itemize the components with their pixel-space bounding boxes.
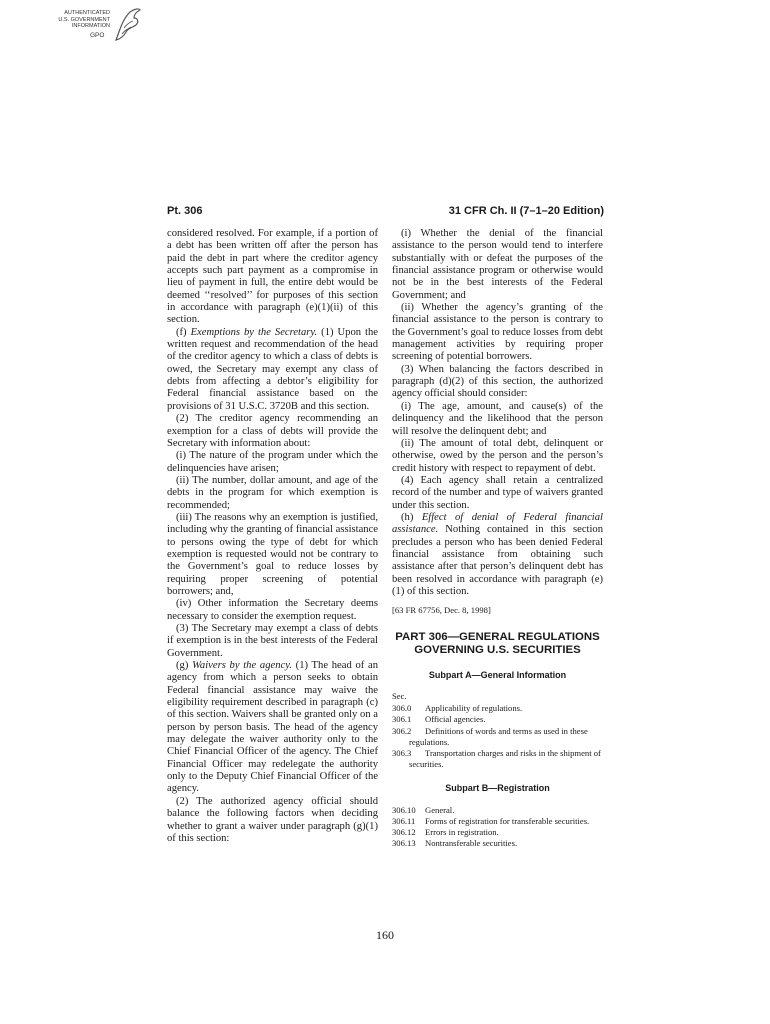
toc-item: [392, 816, 603, 827]
subpart-a-toc: [392, 691, 603, 770]
section-title: Forms of registration for transferable securities.: [425, 815, 590, 826]
part-title: [392, 631, 603, 657]
section-number: 306.12: [392, 827, 416, 838]
seal-gpo: GPO: [90, 32, 105, 39]
running-head: [167, 205, 604, 219]
paragraph-heading: Waivers by the agency.: [192, 660, 292, 672]
section-title: Transportation charges and risks in the shipment of securities.: [409, 748, 601, 770]
paragraph: (3) The Secretary may exempt a class of debts if exemption is in the best interests of the Federal Government.: [167, 623, 378, 659]
paragraph: (iv) Other information the Secretary deems necessary to consider the exemption request.: [167, 598, 378, 622]
part-title-line: PART 306—GENERAL REGULATIONS: [395, 630, 600, 643]
section-title: Nontransferable securities.: [425, 838, 518, 849]
section-title: Errors in registration.: [425, 827, 499, 838]
section-number: 306.10: [392, 804, 416, 815]
section-number: 306.2: [392, 725, 412, 736]
paragraph: (i) The age, amount, and cause(s) of the delinquency and the likelihood that the person will resolve the delinquent debt; and: [392, 400, 603, 437]
paragraph: (4) Each agency shall retain a centralized record of the number and type of waivers granted under this section.: [392, 474, 603, 511]
seal-line: INFORMATION: [71, 23, 110, 29]
left-column: [167, 228, 378, 845]
seal-text: [30, 10, 110, 30]
paragraph: (iii) The reasons why an exemption is justified, including why the granting of financial assistance to persons owing the type of debt for which exemption is requested would not be contrary to the Government’s goal to reduce losses by requiring proper screening of potential borrowers; and,: [167, 511, 378, 597]
section-title: Applicability of regulations.: [425, 703, 523, 714]
subpart-b-heading: Subpart B—Registration: [445, 783, 550, 794]
section-number: 306.0: [392, 703, 412, 714]
paragraph-lead: (h): [401, 511, 422, 523]
paragraph: (2) The creditor agency recommending an exemption for a class of debts will provide the Secretary with information about:: [167, 413, 378, 449]
paragraph-lead: (f): [176, 326, 191, 338]
paragraph: (ii) Whether the agency’s granting of the financial assistance to the person is contrary to the Government’s goal to reduce losses from debt management activities by requiring proper screening of potential borrowers.: [392, 302, 603, 363]
paragraph: (ii) The number, dollar amount, and age of the debts in the program for which exemption is recommended;: [167, 474, 378, 511]
toc-item: [392, 726, 603, 748]
section-title: Definitions of words and terms as used in these regulations.: [409, 725, 588, 747]
paragraph-heading: Exemptions by the Secretary.: [190, 326, 318, 338]
section-title: General.: [425, 804, 455, 815]
subpart-b-toc: [392, 805, 603, 850]
eagle-icon: [112, 6, 142, 46]
paragraph: [392, 512, 603, 598]
seal-line: AUTHENTICATED: [64, 10, 110, 16]
paragraph: [167, 660, 378, 796]
paragraph: (2) The authorized agency official should balance the following factors when deciding whether to grant a waiver under paragraph (g)(1) of this section:: [167, 795, 378, 844]
section-number: 306.11: [392, 815, 416, 826]
paragraph: (i) The nature of the program under which the delinquencies have arisen;: [167, 450, 378, 474]
section-number: 306.13: [392, 838, 416, 849]
paragraph-heading: Effect of denial of Federal financial assistance.: [392, 511, 603, 536]
toc-item: [392, 748, 603, 770]
seal-line: U.S. GOVERNMENT: [58, 16, 110, 23]
section-number: 306.1: [392, 714, 412, 725]
paragraph: considered resolved. For example, if a portion of a debt has been written off after the person has paid the debt in part where the creditor agency accepts such part payment as a compromise in lieu of payment in full, the entire debt would be deemed ‘‘resolved’’ for purposes of this section in accordance with paragraph (e)(1)(ii) of this section.: [167, 228, 378, 326]
paragraph-text: Nothing contained in this section precludes a person who has been denied Federal financial assistance from obtaining such assistance after that person’s delinquent debt has been resolved in accordance with paragraph (e)(1) of this section.: [392, 524, 603, 597]
right-column: [392, 228, 603, 850]
authentication-seal: [30, 6, 142, 46]
sec-label: Sec.: [392, 691, 407, 701]
paragraph: (i) Whether the denial of the financial assistance to the person would tend to interfere substantially with or defeat the purposes of the financial assistance program or otherwise would not be in the best interests of the Federal Government; and: [392, 228, 603, 301]
toc-item: [392, 838, 603, 849]
toc-item: [392, 827, 603, 838]
part-title-line: GOVERNING U.S. SECURITIES: [414, 643, 581, 656]
paragraph-text: (1) Upon the written request and recommendation of the head of the creditor agency to which a class of debts is owed, the Secretary may exempt any class of debts from affecting a debtor’s eligibility for Federal financial assistance based on the provisions of 31 U.S.C. 3720B and this section.: [167, 326, 378, 412]
paragraph: [167, 327, 378, 413]
section-title: Official agencies.: [425, 714, 486, 725]
subpart-a-heading: Subpart A—General Information: [428, 669, 567, 680]
paragraph-text: (1) The head of an agency from which a person seeks to obtain Federal financial assistance may waive the eligibility requirement described in paragraph (c) of this section. Waivers shall be granted only on a person by person basis. The head of the agency may delegate the waiver authority only to the Chief Financial Officer of the agency. The Chief Financial Officer may redelegate the authority only to the Deputy Chief Financial Officer of the agency.: [167, 660, 378, 795]
toc-item: [392, 714, 603, 725]
edition-label: 31 CFR Ch. II (7–1–20 Edition): [448, 205, 604, 217]
paragraph: (3) When balancing the factors described in paragraph (d)(2) of this section, the authorized agency official should consider:: [392, 363, 603, 400]
toc-item: [392, 805, 603, 816]
paragraph-lead: (g): [176, 660, 193, 672]
page-number: 160: [376, 928, 394, 942]
part-label: Pt. 306: [167, 205, 203, 217]
section-number: 306.3: [392, 748, 412, 759]
source-citation: [63 FR 67756, Dec. 8, 1998]: [392, 605, 491, 616]
toc-item: [392, 703, 603, 714]
paragraph: (ii) The amount of total debt, delinquent or otherwise, owed by the person and the person’s credit history with respect to repayment of debt.: [392, 437, 603, 474]
